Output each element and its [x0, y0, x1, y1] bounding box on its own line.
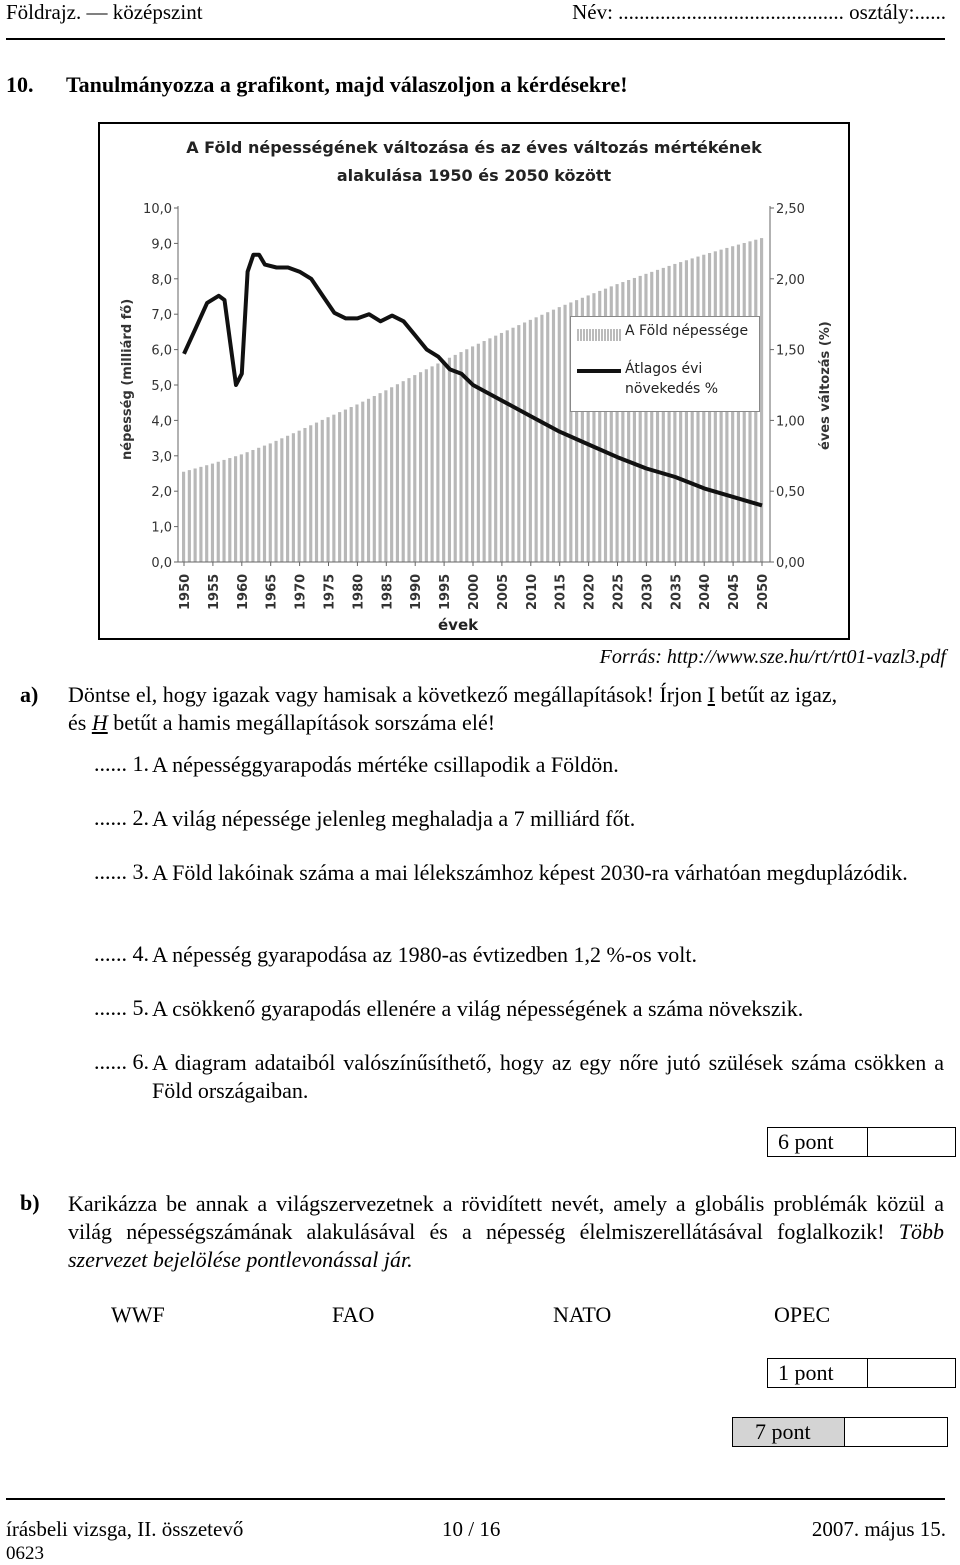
- population-bar: [280, 438, 283, 562]
- part-b-text: Karikázza be annak a világszervezetnek a rövidített nevét, amely a globális problémák közül a világ népességszámának alakulásával és a népesség élelmiszerellátásával foglalkozik!: [68, 1191, 944, 1244]
- population-bar: [211, 464, 214, 562]
- x-tick-label: 1980: [351, 573, 367, 610]
- left-tick-label: 3,0: [151, 449, 172, 465]
- statement-num: ...... 2.: [94, 805, 149, 830]
- x-tick-label: 1965: [264, 573, 280, 610]
- population-bar: [523, 322, 526, 562]
- population-bar: [390, 387, 393, 562]
- x-tick-label: 1985: [380, 573, 396, 610]
- population-bar: [529, 320, 532, 562]
- right-tick-label: 1,00: [776, 414, 805, 430]
- footer-code: 0623: [6, 1543, 44, 1564]
- part-a-intro-line1: [68, 682, 837, 708]
- points-box-b: [767, 1358, 956, 1388]
- statement-num: ...... 5.: [94, 995, 149, 1020]
- population-bar: [402, 381, 405, 562]
- part-a-intro-line2: [68, 710, 495, 736]
- x-tick-label: 2050: [756, 573, 771, 610]
- statement-num: ...... 6.: [94, 1049, 149, 1074]
- population-bar: [488, 338, 491, 562]
- statement-num: ...... 3.: [94, 859, 149, 884]
- x-tick-label: 1995: [438, 573, 454, 610]
- x-tick-label: 2025: [611, 573, 627, 610]
- population-bar: [338, 412, 341, 562]
- right-tick-label: 0,00: [776, 556, 805, 571]
- left-tick-label: 6,0: [151, 343, 172, 359]
- x-tick-label: 1970: [293, 573, 309, 610]
- header-rule: [6, 38, 945, 40]
- population-bar: [188, 470, 191, 562]
- footer-exam: írásbeli vizsga, II. összetevő: [6, 1517, 244, 1541]
- population-bar: [483, 341, 486, 562]
- population-bar: [367, 399, 370, 562]
- statement-text: A népességgyarapodás mértéke csillapodik a Földön.: [152, 752, 619, 777]
- intro-text: Döntse el, hogy igazak vagy hamisak a következő megállapítások! Írjon: [68, 682, 708, 707]
- legend-item-population: A Föld népessége: [625, 323, 749, 339]
- task-number: 10.: [6, 72, 34, 97]
- population-bar: [517, 325, 520, 562]
- population-bar: [760, 238, 763, 562]
- population-bar: [419, 372, 422, 562]
- population-bar: [217, 462, 220, 562]
- population-bar: [494, 336, 497, 562]
- x-tick-label: 1960: [235, 573, 251, 610]
- right-tick-label: 2,50: [776, 202, 805, 217]
- right-tick-label: 0,50: [776, 485, 805, 501]
- x-tick-label: 2035: [669, 573, 685, 610]
- points-box-a: [767, 1127, 956, 1157]
- population-bar: [396, 384, 399, 562]
- chart-title-line2: alakulása 1950 és 2050 között: [336, 166, 612, 185]
- population-bar: [379, 393, 382, 562]
- population-bar: [656, 270, 659, 562]
- x-tick-label: 2030: [640, 573, 656, 610]
- points-label: 1 pont: [768, 1359, 868, 1387]
- population-bar: [199, 467, 202, 562]
- x-tick-label: 2010: [524, 573, 540, 610]
- population-bar: [321, 420, 324, 562]
- total-points-label: 7 pont: [733, 1418, 845, 1446]
- population-bar: [558, 307, 561, 562]
- population-bar: [194, 468, 197, 562]
- left-tick-label: 9,0: [151, 237, 172, 253]
- population-bar: [431, 366, 434, 562]
- right-tick-label: 2,00: [776, 272, 805, 288]
- footer-page: 10 / 16: [442, 1517, 501, 1541]
- chart-ylabel-left: népesség (milliárd fő): [120, 298, 135, 460]
- footer-rule: [6, 1498, 945, 1500]
- population-bar: [540, 315, 543, 562]
- part-b-label: b): [20, 1190, 40, 1215]
- population-bar: [234, 456, 237, 562]
- population-bar: [240, 454, 243, 562]
- statement-text: A csökkenő gyarapodás ellenére a világ népességének a száma növekszik.: [152, 996, 804, 1021]
- option-opec[interactable]: OPEC: [774, 1302, 831, 1327]
- intro-text: betűt az igaz,: [714, 682, 838, 707]
- population-bar: [303, 428, 306, 562]
- population-bar: [552, 310, 555, 562]
- statement-text: A népesség gyarapodása az 1980-as évtizedben 1,2 %-os volt.: [152, 942, 697, 967]
- population-bar: [361, 402, 364, 562]
- population-bar: [355, 404, 358, 562]
- x-tick-label: 1950: [178, 573, 193, 610]
- population-bar: [448, 358, 451, 562]
- population-bar: [477, 344, 480, 562]
- x-tick-label: 2020: [582, 573, 598, 610]
- population-bar: [511, 328, 514, 562]
- chart-title-line1: A Föld népességének változása és az éves változás mértékének: [186, 138, 762, 157]
- statement-text: A világ népessége jelenleg meghaladja a 7 milliárd főt.: [152, 806, 636, 831]
- population-bar: [286, 436, 289, 562]
- population-bar: [442, 361, 445, 562]
- statement-num: ...... 1.: [94, 751, 149, 776]
- left-tick-label: 2,0: [151, 485, 172, 501]
- population-chart: [98, 122, 850, 640]
- population-bar: [222, 460, 225, 562]
- population-bar: [332, 415, 335, 562]
- population-bar: [662, 268, 665, 562]
- intro-text: és: [68, 710, 92, 735]
- population-bar: [309, 425, 312, 562]
- population-bar: [315, 423, 318, 562]
- option-fao[interactable]: FAO: [332, 1302, 375, 1327]
- points-label: 6 pont: [768, 1128, 868, 1156]
- x-tick-label: 2015: [553, 573, 569, 610]
- left-tick-label: 1,0: [151, 520, 172, 536]
- intro-text: betűt a hamis megállapítások sorszáma elé!: [107, 710, 496, 735]
- statement-text: A diagram adataiból valószínűsíthető, hogy az egy nőre jutó szülések száma csökken a Föld országaiban.: [152, 1050, 944, 1103]
- x-tick-label: 1955: [206, 573, 222, 610]
- x-tick-label: 2000: [467, 573, 482, 610]
- population-bar: [257, 448, 260, 562]
- option-nato[interactable]: NATO: [553, 1302, 612, 1327]
- population-bar: [454, 355, 457, 562]
- population-bar: [668, 266, 671, 562]
- x-tick-label: 1975: [322, 573, 338, 610]
- statement-num: ...... 4.: [94, 941, 149, 966]
- left-tick-label: 7,0: [151, 308, 172, 324]
- x-tick-label: 2005: [495, 573, 511, 610]
- chart-ylabel-right: éves változás (%): [818, 321, 833, 450]
- population-bar: [182, 472, 185, 562]
- part-b-question: [68, 1190, 944, 1274]
- population-bar: [326, 417, 329, 562]
- left-tick-label: 0,0: [151, 556, 172, 571]
- population-bar: [384, 390, 387, 562]
- option-wwf[interactable]: WWF: [111, 1302, 165, 1327]
- population-bar: [546, 312, 549, 562]
- footer-date: 2007. május 15.: [811, 1517, 946, 1541]
- population-bar: [471, 346, 474, 562]
- population-bar: [263, 446, 266, 562]
- header-name-field: Név: ........................................... osztály:......: [572, 0, 946, 24]
- left-tick-label: 10,0: [143, 202, 172, 217]
- population-bar: [535, 317, 538, 562]
- population-bar: [350, 407, 353, 562]
- population-bar: [292, 433, 295, 562]
- statement-text: A Föld lakóinak száma a mai lélekszámhoz képest 2030-ra várhatóan megduplázódik.: [152, 860, 908, 885]
- population-bar: [425, 369, 428, 562]
- task-instruction: Tanulmányozza a grafikont, majd válaszoljon a kérdésekre!: [66, 72, 628, 97]
- population-bar: [246, 452, 249, 562]
- population-bar: [436, 363, 439, 562]
- letter-i: I: [707, 682, 715, 707]
- right-tick-label: 1,50: [776, 343, 805, 359]
- population-bar: [228, 458, 231, 562]
- x-tick-label: 2040: [698, 573, 714, 610]
- left-tick-label: 4,0: [151, 414, 172, 430]
- x-tick-label: 2045: [727, 573, 743, 610]
- population-bar: [251, 450, 254, 562]
- population-bar: [413, 375, 416, 562]
- population-bar: [373, 396, 376, 562]
- x-tick-label: 1990: [409, 573, 425, 610]
- total-points-box: [732, 1417, 948, 1447]
- legend-item-growth: Átlagos évi növekedés %: [625, 361, 719, 397]
- letter-h: H: [91, 710, 108, 735]
- population-bar: [673, 264, 676, 562]
- legend-bar-swatch: [577, 329, 621, 341]
- population-bar: [459, 352, 462, 562]
- total-points-field: [845, 1418, 947, 1446]
- population-bar: [298, 431, 301, 562]
- left-tick-label: 5,0: [151, 379, 172, 394]
- part-a-label: a): [20, 682, 39, 707]
- legend-line-swatch: [577, 369, 621, 373]
- header-subject: Földrajz. — középszint: [6, 0, 203, 24]
- left-tick-label: 8,0: [151, 272, 172, 288]
- part-b-warning: Több szervezet bejelölése pontlevonással jár.: [68, 1219, 944, 1272]
- chart-legend: [570, 316, 760, 412]
- population-bar: [269, 443, 272, 562]
- population-bar: [679, 262, 682, 562]
- population-bar: [407, 378, 410, 562]
- chart-source: Forrás: http://www.sze.hu/rt/rt01-vazl3.pdf: [599, 646, 946, 668]
- population-bar: [506, 330, 509, 562]
- population-bar: [344, 410, 347, 562]
- population-bar: [500, 333, 503, 562]
- chart-xlabel: évek: [438, 616, 479, 634]
- population-bar: [205, 465, 208, 562]
- population-bar: [274, 441, 277, 562]
